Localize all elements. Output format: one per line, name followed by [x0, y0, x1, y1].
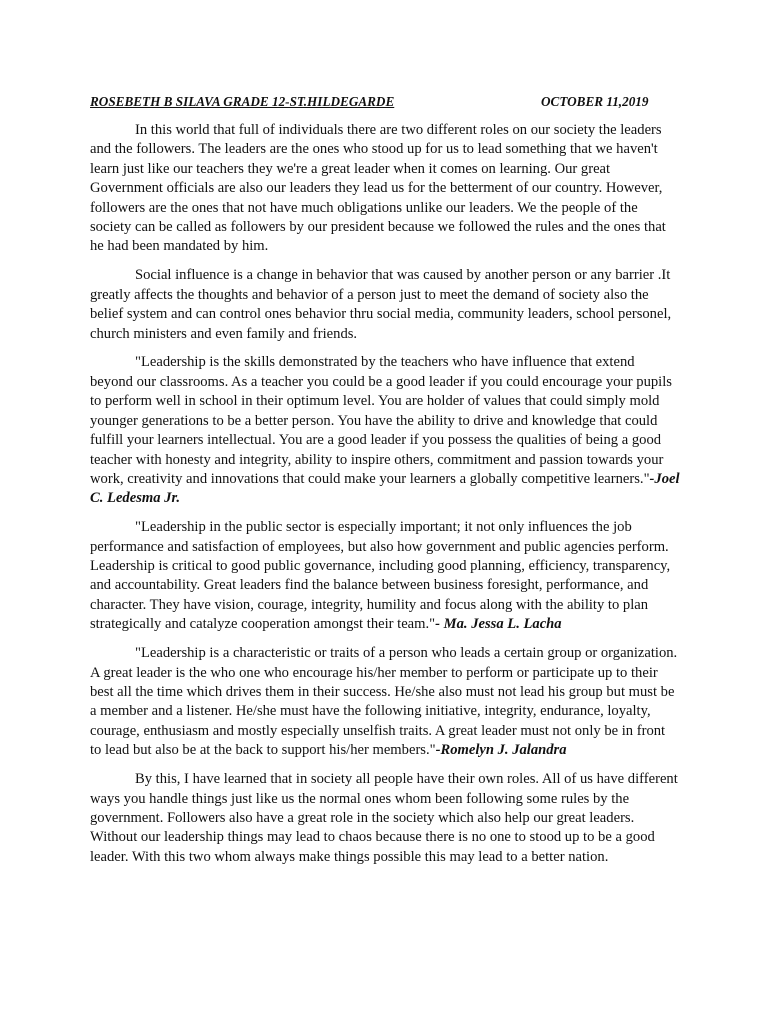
quote-text: "Leadership is a characteristic or traits of a person who leads a certain group or organization. A great leader is the who one who encourage his/her member to perform or participate up to their best all the time which drives them in their success. He/she also must not lead his group but must be a member and a listener. He/she must have the following initiative, integrity, endurance, loyalty, courage, enthusiasm and mostly especially unselfish traits. A great leader must not only be in front to lead but also be at the back to support his/her members." — [90, 645, 678, 759]
paragraph-conclusion — [90, 770, 680, 867]
paragraph-text: In this world that full of individuals there are two different roles on our society the leaders and the followers. The leaders are the ones who stood up for us to lead something that we haven't learn just like our teachers they we're a great leader when it comes on learning. Our great Government officials are also our leaders they lead us for the betterment of our country. However, followers are the ones that not have much obligations unlike our leaders. We the people of the society can be called as followers by our president because we followed the rules and the ones that he had been mandated by him. — [90, 122, 666, 255]
quote-author: -Romelyn J. Jalandra — [435, 742, 567, 759]
quote-jalandra — [90, 644, 680, 760]
quote-text: "Leadership in the public sector is especially important; it not only influences the job performance and satisfaction of employees, but also how government and public agencies perform. Leadership is critical to good public governance, including good planning, efficiency, transparency, and accountability. Great leaders find the balance between business foresight, performance, and character. They have vision, courage, integrity, humility and focus along with the ability to plan strategically and catalyze cooperation amongst their team." — [90, 519, 671, 633]
paragraph-text: By this, I have learned that in society all people have their own roles. All of us have different ways you handle things just like us the normal ones whom been following some rules by the government. Followers also have a great role in the society which also help our great leaders. Without our leadership things may lead to chaos because there is no one to stood up to be a good leader. With this two whom always make things possible this may lead to a better nation. — [90, 771, 678, 865]
document-page — [90, 92, 680, 877]
quote-author: - Ma. Jessa L. Lacha — [435, 616, 562, 633]
document-header — [90, 92, 680, 111]
quote-lacha — [90, 518, 680, 634]
paragraph-intro — [90, 121, 680, 257]
paragraph-social-influence — [90, 266, 680, 344]
document-date: OCTOBER 11,2019 — [541, 94, 649, 109]
student-name-grade: ROSEBETH B SILAVA GRADE 12-ST.HILDEGARDE — [90, 94, 395, 109]
paragraph-text: Social influence is a change in behavior that was caused by another person or any barrier .It greatly affects the thoughts and behavior of a person just to meet the demand of society also the belief system and can control ones behavior thru social media, community leaders, school personel, church ministers and even family and friends. — [90, 267, 672, 342]
quote-text: "Leadership is the skills demonstrated by the teachers who have influence that extend beyond our classrooms. As a teacher you could be a good leader if you could encourage your pupils to perform well in school in their optimum level. You are holder of values that could simply mold younger generations to be a better person. You have the ability to drive and knowledge that could fulfill your learners intellectual. You are a good leader if you possess the qualities of being a good teacher with honesty and integrity, ability to inspire others, commitment and passion towards your work, creativity and innovations that could make your learners a globally competitive learners." — [90, 354, 672, 487]
quote-ledesma — [90, 353, 680, 508]
quote-author: -Joel C. Ledesma Jr. — [90, 470, 680, 507]
